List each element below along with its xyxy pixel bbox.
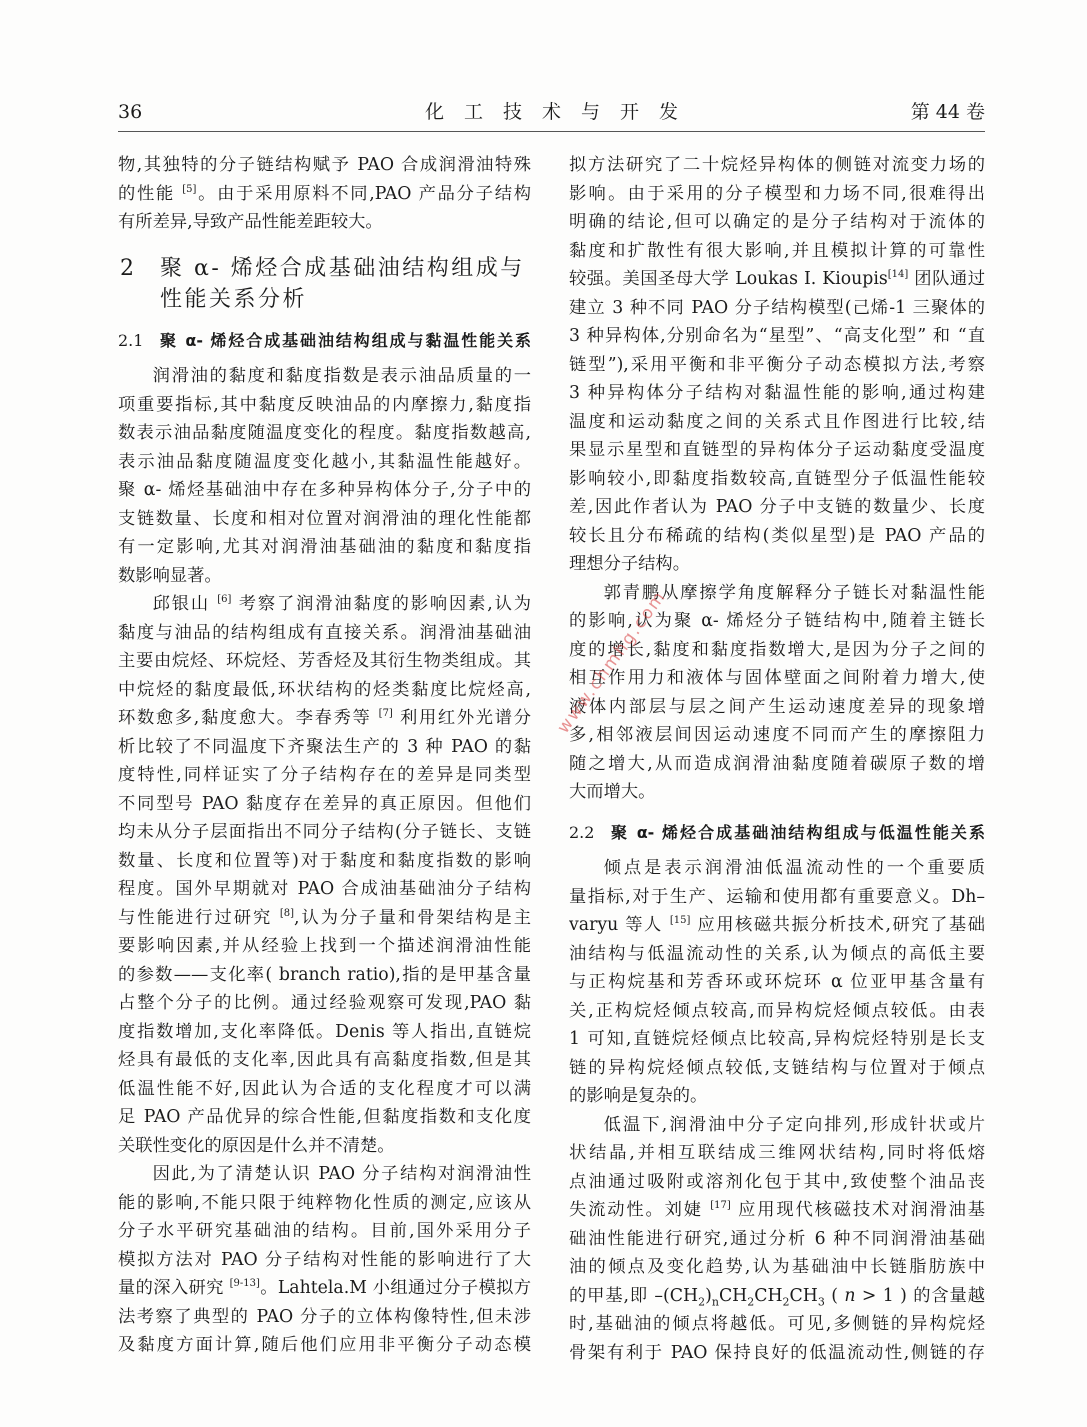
paragraph bbox=[118, 1160, 531, 1360]
text-line: 黏度和扩散性有很大影响,并且模拟计算的可靠性 bbox=[569, 240, 985, 261]
text-segment: 利用红外光谱分 bbox=[392, 708, 531, 728]
subsection-title: 聚 α- 烯烃合成基础油结构组成与低温性能关系 bbox=[611, 822, 985, 842]
subscript: 2 bbox=[698, 1294, 706, 1308]
text-line: 油的倾点及变化趋势,认为基础油中长链脂肪族中 bbox=[569, 1257, 985, 1277]
text-line: 项重要指标,其中黏度反映油品的内摩擦力,黏度指 bbox=[118, 394, 531, 415]
section-number: 2 bbox=[120, 255, 134, 281]
text-segment: 与性能进行过研究 bbox=[118, 907, 280, 928]
text-segment: 的性能 bbox=[118, 183, 183, 204]
text-line: 明确的结论,但可以确定的是分子结构对于流体的 bbox=[569, 212, 985, 232]
text-line bbox=[118, 1274, 531, 1303]
text-segment: varyu 等人 bbox=[569, 915, 670, 935]
text-line: 多,相邻液层间因运动速度不同而产生的摩擦阻力 bbox=[569, 725, 985, 745]
text-line: 与正构烷基和芳香环或环烷环 α 位亚甲基含量有 bbox=[569, 972, 985, 992]
subscript: 2 bbox=[782, 1294, 790, 1308]
text-line: 拟方法研究了二十烷烃异构体的侧链对流变力场的 bbox=[569, 155, 985, 175]
text-line: 关,正构烷烃倾点较高,而异构烷烃倾点较低。由表 bbox=[569, 1000, 985, 1021]
subsection-title: 聚 α- 烯烃合成基础油结构组成与黏温性能关系 bbox=[160, 330, 531, 350]
text-line: 的参数——支化率( branch ratio),指的是甲基含量 bbox=[118, 964, 531, 985]
text-segment: 邱银山 bbox=[152, 594, 218, 614]
text-line: 大而增大。 bbox=[569, 782, 656, 802]
citation-superscript: [5] bbox=[182, 183, 197, 195]
text-line bbox=[118, 904, 531, 933]
text-line bbox=[118, 180, 531, 209]
text-segment: 应用核磁共振分析技术,研究了基础 bbox=[690, 915, 985, 935]
paragraph bbox=[569, 579, 985, 807]
text-line: 的影响,认为聚 α- 烯烃分子链结构中,随着主链长 bbox=[569, 611, 985, 631]
text-line: 足 PAO 产品优异的综合性能,但黏度指数和支化度 bbox=[118, 1107, 531, 1127]
citation-superscript: [17] bbox=[710, 1200, 731, 1212]
text-line: 3 种异构体,分别命名为“星型”、“高支化型” 和 “直 bbox=[569, 326, 985, 346]
text-line: 法考察了典型的 PAO 分子的立体构像特性,但未涉 bbox=[118, 1306, 531, 1327]
paragraph bbox=[118, 362, 531, 590]
text-line: 物,其独特的分子链结构赋予 PAO 合成润滑油特殊 bbox=[118, 155, 531, 175]
journal-title: 化工技术与开发 bbox=[424, 101, 698, 123]
paragraph bbox=[118, 590, 531, 1160]
text-line: 烃具有最低的支化率,因此具有高黏度指数,但是其 bbox=[118, 1050, 531, 1070]
citation-superscript: [7] bbox=[378, 708, 393, 720]
citation-superscript: [15] bbox=[669, 915, 691, 927]
text-line: 果显示星型和直链型的异构体分子运动黏度受温度 bbox=[569, 440, 985, 460]
text-segment: CH bbox=[718, 1285, 748, 1306]
text-line: 占整个分子的比例。通过经验观察可发现,PAO 黏 bbox=[118, 993, 531, 1013]
text-segment: 环数愈多,黏度愈大。李春秀等 bbox=[118, 708, 379, 728]
text-line: 及黏度方面计算,随后他们应用非平衡分子动态模 bbox=[118, 1335, 531, 1355]
text-line: 润滑油的黏度和黏度指数是表示油品质量的一 bbox=[152, 366, 531, 386]
text-line: 液体内部层与层之间产生运动速度差异的现象增 bbox=[569, 696, 985, 717]
section-title-line: 聚 α- 烯烃合成基础油结构组成与 bbox=[160, 255, 525, 281]
text-line bbox=[569, 1282, 985, 1311]
page-number: 36 bbox=[118, 101, 143, 123]
text-line: 油结构与低温流动性的关系,认为倾点的高低主要 bbox=[569, 943, 985, 964]
citation-superscript: [9-13] bbox=[229, 1278, 260, 1290]
text-segment: 。由于采用原料不同,PAO 产品分子结构 bbox=[196, 183, 531, 204]
text-line: 础油性能进行研究,通过分析 6 种不同润滑油基础 bbox=[569, 1228, 985, 1249]
text-line bbox=[569, 911, 985, 940]
text-line: 均未从分子层面指出不同分子结构(分子链长、支链 bbox=[118, 822, 531, 842]
text-line: 3 种异构体分子结构对黏温性能的影响,通过构建 bbox=[569, 383, 985, 403]
text-line: 1 可知,直链烷烃倾点比较高,异构烷烃特别是长支 bbox=[569, 1029, 985, 1049]
text-segment: 考察了润滑油黏度的影响因素,认为 bbox=[231, 594, 531, 614]
text-line: 中烷烃的黏度最低,环状结构的烃类黏度比烷烃高, bbox=[118, 679, 531, 700]
text-line: 表示油品黏度随温度变化越小,其黏温性能越好。 bbox=[118, 451, 531, 472]
running-header bbox=[118, 98, 985, 126]
text-segment: ) bbox=[705, 1285, 712, 1306]
text-line: 低温下,润滑油中分子定向排列,形成针状或片 bbox=[603, 1114, 985, 1135]
header-rule bbox=[118, 131, 985, 132]
paragraph bbox=[569, 151, 985, 579]
text-line: 不同型号 PAO 黏度存在差异的真正原因。但他们 bbox=[118, 793, 531, 814]
left-column bbox=[118, 151, 531, 1360]
text-line: 建立 3 种不同 PAO 分子结构模型(己烯-1 三聚体的 bbox=[569, 297, 985, 318]
text-line: 低温性能不好,因此认为合适的支化程度才可以满 bbox=[118, 1078, 531, 1099]
text-line: 分子水平研究基础油的结构。目前,国外采用分子 bbox=[118, 1221, 531, 1241]
text-line: 支链数量、长度和相对位置对润滑油的理化性能都 bbox=[118, 508, 531, 529]
citation-superscript: [6] bbox=[217, 594, 232, 606]
text-line: 黏度与油品的结构组成有直接关系。润滑油基础油 bbox=[118, 622, 531, 643]
text-line: 相互作用力和液体与固体壁面之间附着力增大,使 bbox=[569, 668, 985, 688]
text-line: 因此,为了清楚认识 PAO 分子结构对润滑油性 bbox=[152, 1164, 531, 1184]
text-segment: 的甲基,即 –(CH bbox=[569, 1285, 699, 1306]
section-title bbox=[160, 253, 531, 315]
text-line: 度特性,同样证实了分子结构存在的差异是同类型 bbox=[118, 765, 531, 785]
text-line: 温度和运动黏度之间的关系式且作图进行比较,结 bbox=[569, 411, 985, 432]
text-line: 点油通过吸附或溶剂化包于其中,致使整个油品丧 bbox=[569, 1171, 985, 1192]
text-line: 链型”),采用平衡和非平衡分子动态模拟方法,考察 bbox=[569, 354, 985, 375]
text-line: 要影响因素,并从经验上找到一个描述润滑油性能 bbox=[118, 936, 531, 956]
text-line: 数量、长度和位置等)对于黏度和黏度指数的影响 bbox=[118, 850, 531, 871]
text-line: 倾点是表示润滑油低温流动性的一个重要质 bbox=[603, 858, 985, 878]
text-line bbox=[569, 1196, 985, 1225]
text-line: 聚 α- 烯烃基础油中存在多种异构体分子,分子中的 bbox=[118, 480, 531, 500]
text-line: 影响。由于采用的分子模型和力场不同,很难得出 bbox=[569, 183, 985, 204]
text-line: 影响较小,即黏度指数较高,直链型分子低温性能较 bbox=[569, 468, 985, 489]
text-line: 状结晶,并相互联结成三维网状结构,同时将低熔 bbox=[569, 1143, 985, 1163]
italic-variable: n bbox=[844, 1285, 856, 1306]
subscript: 2 bbox=[747, 1294, 755, 1308]
section-title-line: 性能关系分析 bbox=[160, 286, 308, 312]
text-line: 骨架有利于 PAO 保持良好的低温流动性,侧链的存 bbox=[569, 1342, 985, 1363]
text-segment: 团队通过 bbox=[908, 269, 985, 289]
text-line bbox=[118, 590, 531, 619]
text-line: 模拟方法对 PAO 分子结构对性能的影响进行了大 bbox=[118, 1249, 531, 1270]
text-line: 度的增长,黏度和黏度指数增大,是因为分子之间的 bbox=[569, 639, 985, 660]
subscript: 3 bbox=[817, 1294, 825, 1308]
citation-superscript: [8] bbox=[279, 907, 295, 919]
text-line: 量指标,对于生产、运输和使用都有重要意义。Dh– bbox=[569, 886, 985, 907]
text-segment: ,认为分子量和骨架结构是主 bbox=[294, 907, 531, 928]
text-segment: CH bbox=[754, 1285, 783, 1306]
text-segment: 较强。美国圣母大学 Loukas I. Kioupis bbox=[569, 269, 888, 289]
text-line: 链的异构烷烃倾点较低,支链结构与位置对于倾点 bbox=[569, 1057, 985, 1078]
text-line: 数表示油品黏度随温度变化的程度。黏度指数越高, bbox=[118, 423, 531, 443]
text-line: 较长且分布稀疏的结构(类似星型)是 PAO 产品的 bbox=[569, 525, 985, 546]
text-segment: 。Lahtela.M 小组通过分子模拟方 bbox=[259, 1278, 531, 1298]
paragraph bbox=[569, 854, 985, 1111]
text-line: 数影响显著。 bbox=[118, 565, 222, 586]
citation-superscript: [14] bbox=[887, 269, 909, 281]
text-line: 差,因此作者认为 PAO 分子中支链的数量少、长度 bbox=[569, 497, 985, 517]
subsection-number: 2.2 bbox=[569, 822, 595, 842]
text-segment: 应用现代核磁技术对润滑油基 bbox=[730, 1200, 985, 1220]
text-line: 析比较了不同温度下齐聚法生产的 3 种 PAO 的黏 bbox=[118, 736, 531, 757]
subsection-number: 2.1 bbox=[118, 330, 144, 350]
text-line: 度指数增加,支化率降低。Denis 等人指出,直链烷 bbox=[118, 1021, 531, 1042]
text-segment: 失流动性。刘婕 bbox=[569, 1200, 711, 1220]
text-line: 郭青鹏从摩擦学角度解释分子链长对黏温性能 bbox=[603, 582, 985, 603]
text-segment: > 1 ) 的含量越 bbox=[861, 1285, 985, 1306]
text-line: 有所差异,导致产品性能差距较大。 bbox=[118, 212, 383, 232]
subsection-heading bbox=[118, 327, 531, 356]
watermark: www.chmhg.com bbox=[553, 586, 671, 738]
text-line: 时,基础油的倾点将越低。可见,多侧链的异构烷烃 bbox=[569, 1314, 985, 1334]
text-segment: ( bbox=[824, 1285, 845, 1306]
text-line bbox=[569, 265, 985, 294]
text-line: 有一定影响,尤其对润滑油基础油的黏度和黏度指 bbox=[118, 537, 531, 557]
text-segment: CH bbox=[789, 1285, 818, 1306]
right-column bbox=[569, 151, 985, 1367]
text-line: 随之增大,从而造成润滑油黏度随着碳原子数的增 bbox=[569, 753, 985, 774]
text-line: 主要由烷烃、环烷烃、芳香烃及其衍生物类组成。其 bbox=[118, 651, 531, 671]
section-heading bbox=[118, 253, 531, 315]
text-line: 程度。国外早期就对 PAO 合成油基础油分子结构 bbox=[118, 879, 531, 899]
text-line: 理想分子结构。 bbox=[569, 554, 690, 574]
text-segment: 量的深入研究 bbox=[118, 1278, 230, 1298]
text-line bbox=[118, 704, 531, 733]
text-line: 能的影响,不能只限于纯粹物化性质的测定,应该从 bbox=[118, 1192, 531, 1213]
text-line: 关联性变化的原因是什么并不清楚。 bbox=[118, 1135, 395, 1156]
text-line: 的影响是复杂的。 bbox=[569, 1086, 708, 1106]
subsection-heading bbox=[569, 819, 985, 848]
paragraph bbox=[569, 1111, 985, 1368]
subscript: n bbox=[711, 1294, 719, 1308]
volume-label: 第 44 卷 bbox=[910, 101, 985, 123]
paragraph bbox=[118, 151, 531, 237]
